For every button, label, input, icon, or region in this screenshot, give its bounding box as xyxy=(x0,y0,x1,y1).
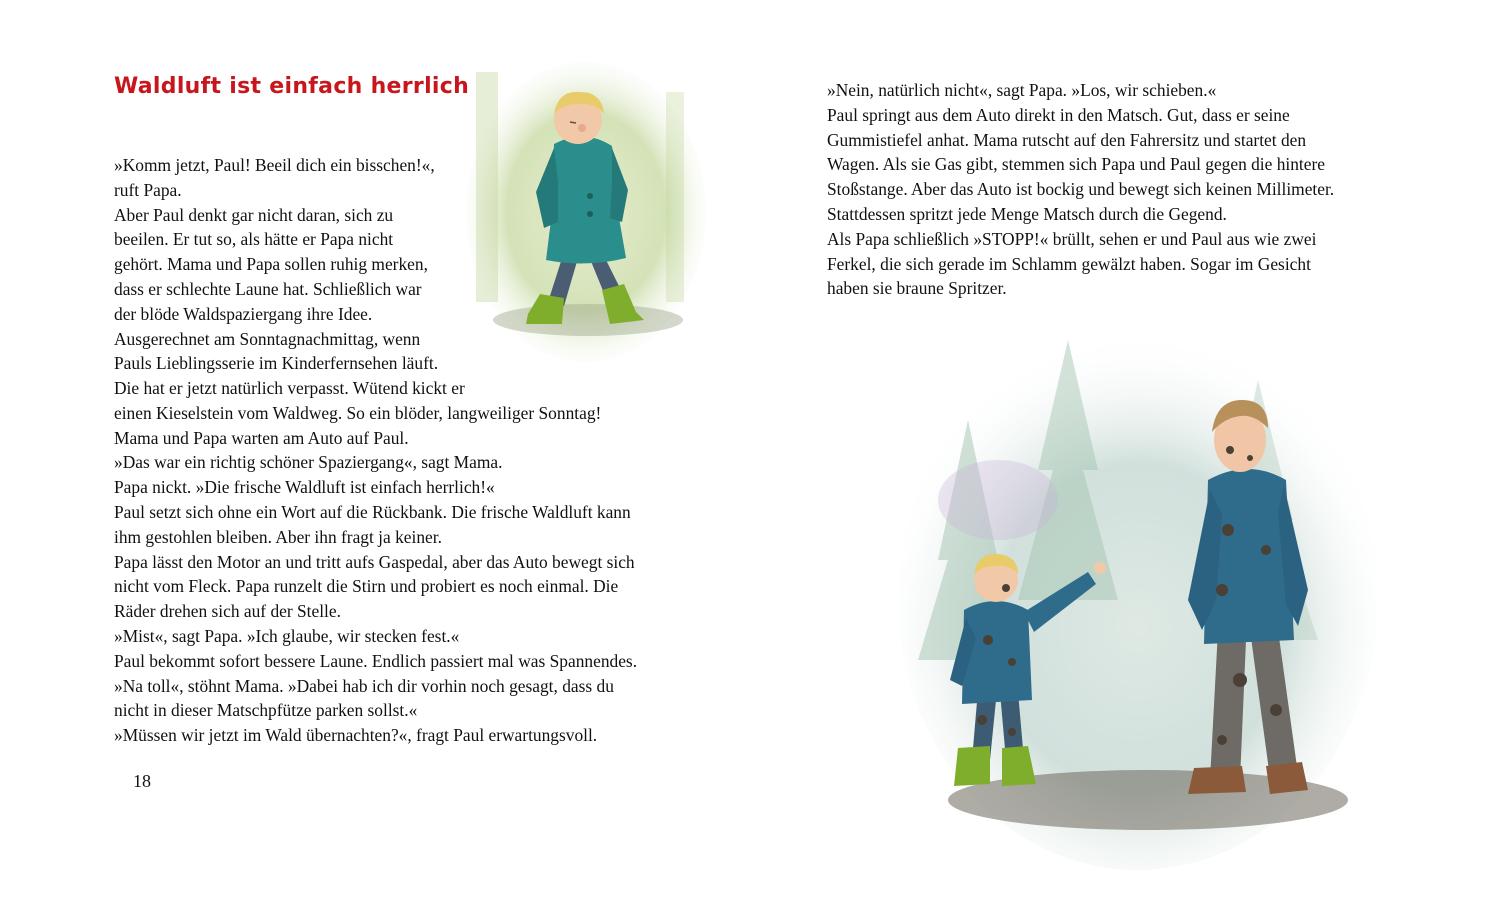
text-line: Stoßstange. Aber das Auto ist bockig und bewegt sich keinen Millimeter. xyxy=(827,179,1335,200)
text-line: Aber Paul denkt gar nicht daran, sich zu xyxy=(114,204,394,225)
text-block-upper xyxy=(114,153,438,376)
text-line: Papa nickt. »Die frische Waldluft ist einfach herrlich!« xyxy=(114,477,495,498)
text-line: nicht vom Fleck. Papa runzelt die Stirn und probiert es noch einmal. Die xyxy=(114,576,619,597)
text-line: »Na toll«, stöhnt Mama. »Dabei hab ich dir vorhin noch gesagt, dass du xyxy=(114,675,614,696)
text-line: einen Kieselstein vom Waldweg. So ein blöder, langweiliger Sonntag! xyxy=(114,402,602,423)
text-line: dass er schlechte Laune hat. Schließlich war xyxy=(114,278,422,299)
text-line: Ferkel, die sich gerade im Schlamm gewälzt haben. Sogar im Gesicht xyxy=(827,253,1311,274)
text-line: beeilen. Er tut so, als hätte er Papa nicht xyxy=(114,229,394,250)
text-line: »Mist«, sagt Papa. »Ich glaube, wir stecken fest.« xyxy=(114,625,460,646)
text-line: »Komm jetzt, Paul! Beeil dich ein bisschen!«, xyxy=(114,155,435,175)
text-line: ruft Papa. xyxy=(114,179,182,200)
text-line: gehört. Mama und Papa sollen ruhig merken, xyxy=(114,254,428,275)
text-line: Ausgerechnet am Sonntagnachmittag, wenn xyxy=(114,328,421,349)
chapter-title: Waldluft ist einfach herrlich xyxy=(114,74,470,99)
right-page xyxy=(750,0,1500,900)
text-block-lower xyxy=(114,376,637,748)
text-line: Paul setzt sich ohne ein Wort auf die Rückbank. Die frische Waldluft kann xyxy=(114,501,631,522)
text-line: ihm gestohlen bleiben. Aber ihn fragt ja keiner. xyxy=(114,526,442,547)
text-line: Pauls Lieblingsserie im Kinderfernsehen läuft. xyxy=(114,353,439,374)
text-line: Als Papa schließlich »STOPP!« brüllt, sehen er und Paul aus wie zwei xyxy=(827,228,1317,249)
text-line: »Nein, natürlich nicht«, sagt Papa. »Los, wir schieben.« xyxy=(827,80,1217,100)
text-line: Gummistiefel anhat. Mama rutscht auf den Fahrersitz und startet den xyxy=(827,129,1307,150)
text-line: Mama und Papa warten am Auto auf Paul. xyxy=(114,427,409,448)
boy-walking-illustration xyxy=(466,62,706,362)
text-line: haben sie braune Spritzer. xyxy=(827,278,1007,299)
text-line: »Das war ein richtig schöner Spaziergang«, sagt Mama. xyxy=(114,452,503,473)
text-line: nicht in dieser Matschpfütze parken sollst.« xyxy=(114,700,418,721)
page-number: 18 xyxy=(133,771,151,791)
text-line: »Müssen wir jetzt im Wald übernachten?«, fragt Paul erwartungsvoll. xyxy=(114,725,598,746)
text-line: Paul springt aus dem Auto direkt in den Matsch. Gut, dass er seine xyxy=(827,104,1290,125)
text-line: Wagen. Als sie Gas gibt, stemmen sich Papa und Paul gegen die hintere xyxy=(827,154,1325,175)
muddy-father-and-son-illustration xyxy=(878,300,1378,870)
text-line: der blöde Waldspaziergang ihre Idee. xyxy=(114,303,373,324)
text-line: Die hat er jetzt natürlich verpasst. Wütend kickt er xyxy=(114,378,465,398)
text-line: Stattdessen spritzt jede Menge Matsch durch die Gegend. xyxy=(827,203,1227,224)
text-line: Paul bekommt sofort bessere Laune. Endlich passiert mal was Spannendes. xyxy=(114,650,638,671)
text-line: Papa lässt den Motor an und tritt aufs Gaspedal, aber das Auto bewegt sich xyxy=(114,551,635,572)
text-block-right xyxy=(827,78,1334,301)
text-line: Räder drehen sich auf der Stelle. xyxy=(114,601,341,622)
